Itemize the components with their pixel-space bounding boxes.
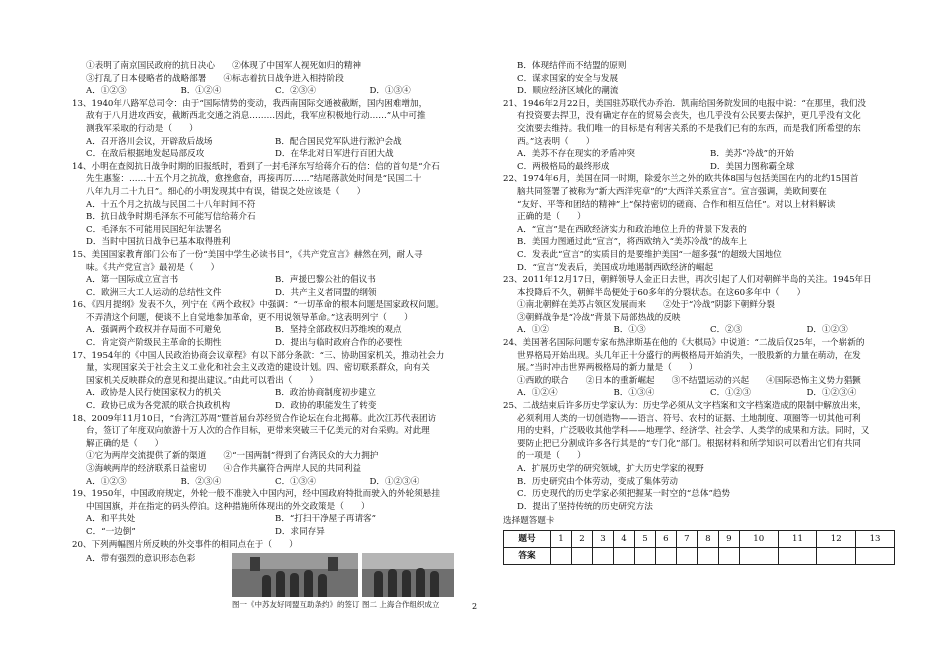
q15-stem-2: 味。《共产党宣言》最初是（ ）	[86, 262, 220, 273]
q22-stem-1: 22、1974年6月，美国在同一时期，除爱尔兰之外的欧共体8国与包括美国在内的北约15国首	[503, 174, 859, 185]
question-number: 5	[634, 530, 655, 547]
q22-option-b[interactable]: B．美国力图通过此“宣言”，将西欧纳入“美苏冷战”的战车上	[517, 237, 748, 248]
q16-stem-2: 不弄清这个问题，便谈不上自觉地参加革命，更不用说领导革命。”这表明列宁（ ）	[86, 312, 413, 323]
q13-stem-3: 测我军采取的行动是（ ）	[86, 123, 198, 134]
question-number: 10	[739, 530, 778, 547]
q12-option-b[interactable]: B．①②④	[180, 86, 222, 97]
q24-option-d[interactable]: D．①②③④	[806, 388, 857, 399]
q19-option-d[interactable]: D．求同存异	[275, 526, 325, 537]
answer-cell[interactable]	[655, 547, 676, 564]
question-number: 3	[592, 530, 613, 547]
q16-option-a[interactable]: A．强调两个政权并存局面不可避免	[86, 325, 222, 336]
q17-stem-3: 国家机关反映群众的意见和提出建议。”由此可以看出（ ）	[86, 375, 319, 386]
figure-2-person	[374, 571, 383, 597]
q21-stem-4: 西。”这表明（ ）	[517, 136, 595, 147]
q21-stem-3: 交流要去维持。我们唯一的目标是有利害关系的不是我们已有的东西，而是我们所希望的东	[517, 123, 861, 134]
q15-options-1	[72, 274, 464, 287]
q13-option-c[interactable]: C．在敌后根据地发起局部反攻	[86, 149, 205, 160]
q23-option-c[interactable]: C．②③	[710, 325, 743, 336]
figure-2-background	[362, 553, 454, 569]
q25-stem-2: 必须利用人类的一切创造物——语言、符号、农村的证据、土地制度、项圈等一切其他可利	[517, 413, 861, 424]
figure-1-person	[262, 575, 271, 597]
answer-cell[interactable]	[697, 547, 718, 564]
figure-2-person	[388, 569, 397, 597]
q14-option-a[interactable]: A．十五个月之抗战与民国二十八年时间不符	[86, 199, 256, 210]
figure-2-photo	[362, 553, 454, 597]
page-number: 2	[472, 602, 478, 611]
q21-stem-1: 21、1946年2月22日，美国驻苏联代办乔治．凯南给国务院发回的电报中说：“在那里，我们没	[503, 98, 866, 109]
q22-stem-3: “友好、平等和团结的精神”上“保持密切的磋商、合作和相互信任”。对以上材料解读	[517, 199, 836, 210]
q18-stem-3: 解正确的是（ ）	[86, 438, 164, 449]
q23-stem-1: 23、2011年12月17日，朝鲜领导人金正日去世，再次引起了人们对朝鲜半岛的关注。1945年日	[503, 275, 872, 286]
q14-stem-1: 14、小明在查阅抗日战争时期的旧报纸时，看到了一封毛泽东写给蒋介石的信：信的首句是“介石	[72, 161, 440, 172]
q19-option-b[interactable]: B．“打扫干净屋子再请客”	[275, 514, 377, 525]
q23-options	[503, 324, 903, 337]
figure-1-person	[290, 573, 299, 597]
q21-options-1	[503, 148, 903, 161]
q17-stem-2: 量，实现国家关于社会主义工业化和社会主义改造的建设计划。四、密切联系群众，向有关	[86, 363, 430, 374]
q24-option-a[interactable]: A．①②④	[517, 388, 558, 399]
q22-option-d[interactable]: D．“宣言”发表后，美国成功地遏制西欧经济的崛起	[517, 262, 714, 273]
q24-option-b[interactable]: B．①③④	[613, 388, 655, 399]
q22-stem-2: 脑共同签署了被称为“新大西洋宪章”的“大西洋关系宣言”。宣言强调，美欧间要在	[517, 186, 827, 197]
q16-option-c[interactable]: C．肯定资产阶级民主革命的长期性	[86, 338, 222, 349]
answer-input-row	[504, 547, 895, 564]
q18-stem-1: 18、2009年11月10日，“台湾江苏周”暨首届台苏经贸合作论坛在台北揭幕。此次江苏代表团访	[72, 413, 437, 424]
q25-option-a[interactable]: A．扩展历史学的研究领域，扩大历史学家的视野	[517, 464, 704, 474]
q16-stem-1: 16、《四月提纲》发表不久，列宁在《两个政权》中强调：“一切革命的根本问题是国家政权问题。	[72, 300, 444, 311]
q14-option-d[interactable]: D．当时中国抗日战争已基本取得胜利	[86, 237, 231, 248]
q13-options-1	[72, 136, 464, 149]
q19-option-c[interactable]: C．“一边倒”	[86, 526, 136, 537]
q25-option-b[interactable]: B．历史研究由个体劳动，变成了集体劳动	[517, 476, 679, 487]
q16-options-2	[72, 337, 464, 350]
q25-stem-3: 用的史料，广泛吸收其他学科——地理学、经济学、社会学、人类学的成果和方法。同时，又	[517, 426, 870, 437]
question-number: 8	[697, 530, 718, 547]
q15-options-2	[72, 287, 464, 300]
q19-stem-1: 19、1950年，中国政府规定，外轮一般不准驶入中国内河，经中国政府特批而驶入的外轮须悬挂	[72, 489, 440, 500]
q23-items-line-1: ①南北朝鲜在美苏占领区发展而来 ②处于“冷战”阴影下朝鲜分裂	[517, 300, 776, 311]
question-number: 9	[718, 530, 739, 547]
q25-stem-4: 要防止把已分割成许多各行其是的“专门化”部门。根据材料和所学知识可以看出它们有共同	[517, 438, 861, 449]
q13-option-d[interactable]: D．在华北对日军进行百团大战	[275, 149, 394, 160]
q17-option-a[interactable]: A．政协是人民行使国家权力的机关	[86, 388, 222, 399]
q21-options-2	[503, 161, 903, 174]
question-number: 11	[778, 530, 817, 547]
q13-stem-2: 敌有于八月进攻西安，截断西北交通之消息………因此，我军应积极地行动……”从中可推	[86, 111, 426, 122]
q24-stem-3: 展。”当时冲击世界两极格局的新力量是（ ）	[517, 363, 698, 374]
q17-option-d[interactable]: D．政协的职能发生了转变	[275, 401, 377, 412]
q19-options-2	[72, 526, 464, 539]
q15-option-d[interactable]: D．共产主义者同盟的纲领	[275, 287, 377, 298]
answer-cell[interactable]	[592, 547, 613, 564]
q20-option-a[interactable]: A．带有强烈的意识形态色彩	[86, 554, 196, 565]
q23-stem-2: 本投降后不久，朝鲜半岛便处于60多年的分裂状态。在这60多年中（ ）	[517, 287, 806, 298]
q21-option-a[interactable]: A．美苏不存在现实的矛盾冲突	[517, 149, 635, 160]
q22-option-c[interactable]: C．发表此“宣言”的实质目的是要维护美国“一超多强”的超级大国地位	[517, 249, 782, 260]
q23-option-a[interactable]: A．①②	[517, 325, 549, 336]
question-number: 4	[613, 530, 634, 547]
q13-options-2	[72, 148, 464, 161]
q20-figures	[72, 553, 464, 609]
q18-option-a[interactable]: A．①②③	[86, 476, 127, 487]
figure-1-photo	[232, 553, 358, 597]
answer-cell[interactable]	[551, 547, 572, 564]
q25-stem-1: 25、二战结束后许多历史学家认为：历史学必须从文字档案和文字档案造成的限制中解放出来，	[503, 401, 867, 412]
q18-option-c[interactable]: C．①③④	[275, 476, 316, 487]
q23-items-line-2: ③朝鲜战争是“冷战”背景下局部热战的反映	[517, 312, 681, 323]
q12-option-a[interactable]: A．①②③	[86, 86, 127, 97]
question-number: 12	[817, 530, 856, 547]
answer-card-title: 选择题答题卡	[503, 516, 555, 527]
figure-2-person	[402, 570, 411, 597]
answer-cell[interactable]	[718, 547, 739, 564]
answer-number-row	[504, 530, 895, 547]
q13-stem-1: 13、1940年八路军总司令：由于“国际情势的变动，我西南国际交通被截断，国内困难增加，	[72, 98, 428, 109]
q24-items: ①西欧的联合 ②日本的重新崛起 ③不结盟运动的兴起 ④国际恐怖主义势力猖獗	[517, 375, 861, 386]
q24-stem-1: 24、美国著名国际问题专家布热津斯基在他的《大棋局》中说道：“二战后仅25年，一个崭新的	[503, 338, 865, 349]
figure-2-caption: 图二 上海合作组织成立	[362, 600, 440, 610]
q20-option-d[interactable]: D．顺应经济区域化的潮流	[517, 86, 619, 97]
q23-option-d[interactable]: D．①②③	[806, 325, 848, 336]
figure-1-caption: 图一《中苏友好同盟互助条约》的签订	[232, 600, 360, 610]
answer-row-label: 答案	[504, 547, 551, 564]
q16-option-d[interactable]: D．提出与临时政府合作的必要性	[275, 338, 403, 349]
question-number: 1	[551, 530, 572, 547]
q18-stem-2: 台，签订了年度双向旅游十万人次的合作目标，更带来突破三千亿美元的对台采购。对此理	[86, 426, 430, 437]
q24-stem-2: 世界格局开始出现。头几年正十分盛行的两极格局开始消失，一股股新的力量在萌动，在发	[517, 350, 861, 361]
q23-option-b[interactable]: B．①③	[613, 325, 646, 336]
q22-stem-4: 正确的是（ ）	[517, 212, 586, 223]
q19-option-a[interactable]: A．和平共处	[86, 514, 136, 525]
figure-1-flag-right	[328, 557, 338, 571]
q20-option-b[interactable]: B．体现结伴而不结盟的原则	[517, 61, 627, 71]
answer-cell[interactable]	[571, 547, 592, 564]
q25-option-d[interactable]: D．提出了坚持传统的历史研究方法	[517, 501, 653, 512]
answer-cell[interactable]	[817, 547, 856, 564]
answer-cell[interactable]	[739, 547, 778, 564]
q18-items-line-2: ③海峡两岸的经济联系日益密切 ④合作共赢符合两岸人民的共同利益	[86, 464, 362, 474]
right-column	[503, 60, 903, 565]
q21-option-d[interactable]: D．美国力图称霸全球	[710, 161, 795, 172]
question-number: 6	[655, 530, 676, 547]
q12-items-line-2: ③打乱了日本侵略者的战略部署 ④标志着抗日战争进入相持阶段	[86, 73, 344, 84]
answer-card-table	[503, 530, 895, 565]
answer-cell[interactable]	[676, 547, 697, 564]
answer-cell[interactable]	[778, 547, 817, 564]
answer-row-header: 题号	[504, 530, 551, 547]
left-column	[72, 60, 464, 609]
q24-options	[503, 387, 903, 400]
q25-stem-5: 的一项是（ ）	[517, 451, 586, 462]
q14-option-c[interactable]: C．毛泽东不可能用民国纪年法署名	[86, 224, 222, 235]
q14-option-b[interactable]: B．抗日战争时期毛泽东不可能写信给蒋介石	[86, 212, 256, 223]
figure-1-flag-left	[250, 557, 260, 571]
answer-cell[interactable]	[613, 547, 634, 564]
answer-cell[interactable]	[634, 547, 655, 564]
question-number: 13	[856, 530, 895, 547]
figure-1-person	[276, 571, 285, 597]
q18-items-line-1: ①它为两岸交流提供了新的渠道 ②“一国两制”得到了台湾民众的大力拥护	[86, 451, 379, 462]
q22-option-a[interactable]: A．“宣言”是在西欧经济实力和政治地位上升的背景下发表的	[517, 224, 747, 235]
q17-stem-1: 17、1954年的《中国人民政治协商会议章程》有以下部分条款：“三、协助国家机关，推动社会力	[72, 350, 445, 361]
q20-stem: 20、下列两幅图片所反映的外交事件的相同点在于（ ）	[72, 539, 298, 550]
q24-option-c[interactable]: C．①②③	[710, 388, 751, 399]
q14-stem-2: 先生惠鉴：……十五个月之抗战，愈挫愈奋，再接再厉……”结尾落款处时间是“民国二十	[86, 174, 422, 185]
answer-cell[interactable]	[856, 547, 895, 564]
q17-options-2	[72, 400, 464, 413]
q12-option-d[interactable]: D．①③④	[369, 86, 411, 97]
q15-option-c[interactable]: C．欧洲三大工人运动的总结性文件	[86, 287, 222, 298]
question-number: 7	[676, 530, 697, 547]
q21-stem-2: 有投资要去捍卫，没有确定存在的贸易会丧失，也几乎没有公民要去保护，更几乎没有文化	[517, 111, 861, 122]
q16-option-b[interactable]: B．坚持全部政权归苏维埃的观点	[275, 325, 402, 336]
q14-stem-3: 八年九月二十九日”。细心的小明发现其中有误，错误之处应该是（ ）	[86, 186, 366, 197]
q19-stem-2: 中国国旗，并在指定的码头停泊。这种措施所体现出的外交政策是（ ）	[86, 501, 370, 512]
q12-items-line-1: ①表明了南京国民政府的抗日决心 ②体现了中国军人视死如归的精神	[86, 61, 362, 71]
q21-option-c[interactable]: C．两极格局的最终形成	[517, 161, 610, 172]
q18-option-b[interactable]: B．②③④	[180, 476, 222, 487]
q18-options	[72, 476, 464, 489]
figure-1-person	[318, 574, 327, 597]
figure-2-person	[416, 568, 425, 597]
q13-option-b[interactable]: B．配合国民党军队进行淞沪会战	[275, 136, 402, 147]
question-number: 2	[571, 530, 592, 547]
q17-option-c[interactable]: C．政协已成为各党派的联合执政机构	[86, 401, 231, 412]
q17-option-b[interactable]: B．政治协商制度初步建立	[275, 388, 376, 399]
q15-option-a[interactable]: A．第一国际成立宣言书	[86, 275, 179, 286]
q12-option-c[interactable]: C．②③④	[275, 86, 316, 97]
q20-option-c[interactable]: C．谋求国家的安全与发展	[517, 73, 619, 84]
q12-options	[72, 85, 464, 98]
q15-option-b[interactable]: B．声援巴黎公社的倡议书	[275, 275, 376, 286]
figure-2-person	[430, 571, 439, 597]
q18-option-d[interactable]: D．①②③④	[369, 476, 420, 487]
q16-options-1	[72, 324, 464, 337]
q17-options-1	[72, 387, 464, 400]
q13-option-a[interactable]: A．召开洛川会议，开辟敌后战场	[86, 136, 213, 147]
q15-stem-1: 15、美国国家教育部门公布了一份“美国中学生必读书目”，《共产党宣言》赫然在列，耐人寻	[72, 249, 423, 260]
figure-1-person	[304, 570, 313, 597]
q21-option-b[interactable]: B．美苏“冷战”的开始	[710, 149, 794, 160]
q25-option-c[interactable]: C．历史现代的历史学家必须把握某一时空的“总体”趋势	[517, 489, 731, 500]
q19-options-1	[72, 513, 464, 526]
